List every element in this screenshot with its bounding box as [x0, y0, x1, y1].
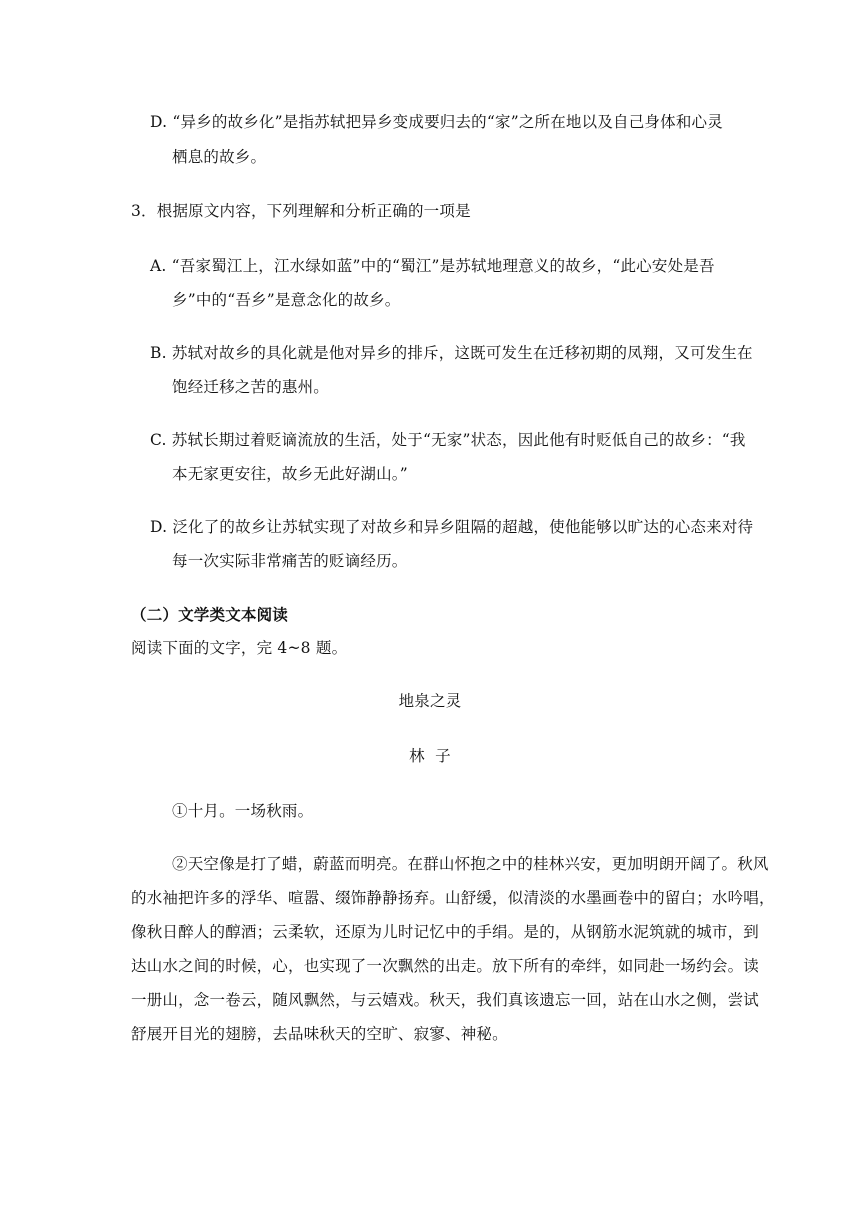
q3-option-a-line1: A. “吾家蜀江上，江水绿如蓝”中的“蜀江”是苏轼地理意义的故乡，“此心安处是吾	[150, 257, 715, 275]
q3-option-b-line1: B. 苏轼对故乡的具化就是他对异乡的排斥，这既可发生在迁移初期的凤翔，又可发生在	[150, 344, 753, 362]
paragraph-2-line: 舒展开目光的翅膀，去品味秋天的空旷、寂寥、神秘。	[131, 1025, 508, 1043]
q3-option-c-line1: C. 苏轼长期过着贬谪流放的生活，处于“无家”状态，因此他有时贬低自己的故乡：“我	[150, 431, 746, 449]
q3-option-d-line2: 每一次实际非常痛苦的贬谪经历。	[172, 552, 408, 570]
q2-option-d-line1: D. “异乡的故乡化”是指苏轼把异乡变成要归去的“家”之所在地以及自己身体和心灵	[150, 113, 723, 131]
paragraph-2-line: 一册山，念一卷云，随风飘然，与云嬉戏。秋天，我们真该遗忘一回，站在山水之侧，尝试	[131, 991, 760, 1009]
paragraph-2-line: 像秋日醉人的醇酒；云柔软，还原为儿时记忆中的手绢。是的，从钢筋水泥筑就的城市，到	[131, 923, 760, 941]
paragraph-2-line: 的水袖把许多的浮华、喧嚣、缀饰静静扬弃。山舒缓，似清淡的水墨画卷中的留白；水吟唱，	[131, 889, 775, 907]
section-heading: （二）文学类文本阅读	[131, 605, 289, 624]
q3-option-c-line2: 本无家更安往，故乡无此好湖山。”	[172, 465, 408, 483]
essay-author: 林 子	[409, 747, 451, 765]
paragraph-2-line: ②天空像是打了蜡，蔚蓝而明亮。在群山怀抱之中的桂林兴安，更加明朗开阔了。秋风	[172, 855, 769, 873]
q3-option-d-line1: D. 泛化了的故乡让苏轼实现了对故乡和异乡阻隔的超越，使他能够以旷达的心态来对待	[150, 518, 754, 536]
q2-option-d-line2: 栖息的故乡。	[172, 148, 267, 166]
q3-stem: 3．根据原文内容，下列理解和分析正确的一项是	[131, 202, 471, 220]
essay-title: 地泉之灵	[398, 692, 462, 710]
reading-instruction: 阅读下面的文字，完 4~8 题。	[131, 639, 348, 657]
paragraph-2-line: 达山水之间的时候，心，也实现了一次飘然的出走。放下所有的牵绊，如同赴一场约会。读	[131, 957, 760, 975]
q3-option-b-line2: 饱经迁移之苦的惠州。	[172, 378, 330, 396]
paragraph-1: ①十月。一场秋雨。	[172, 802, 314, 820]
q3-option-a-line2: 乡”中的“吾乡”是意念化的故乡。	[172, 291, 401, 309]
